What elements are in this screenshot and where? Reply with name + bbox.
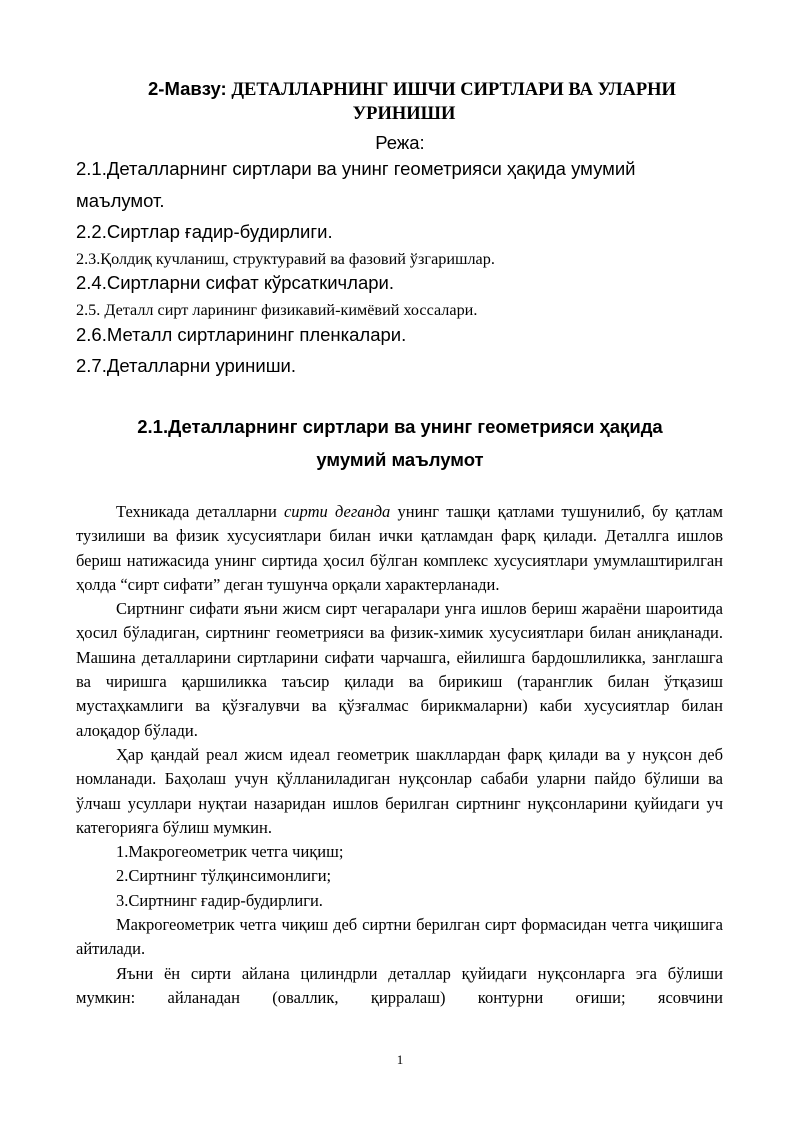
page-number: 1 [396,1052,404,1067]
toc-item: 2.7.Деталларни уриниши. [76,355,297,376]
topic-title-continued: УРИНИШИ [352,104,456,124]
toc-item: маълумот. [76,190,165,211]
paragraph-text: унинг ташқи қатлами тушунилиб, бу қатлам тузилиши ва физик хусусиятлари билан ички қатламдан фарқ қилади. Деталлга ишлов бериш натижасида унинг сиртида ҳосил бўлган комплекс хусусиятлари умумлаштирилган ҳолда “сирт сифати” деган тушунча орқали характерланади. [76,502,723,594]
list-item: 1.Макрогеометрик четга чиқиш; [116,842,344,862]
list-item: 2.Сиртнинг тўлқинсимонлиги; [116,866,332,886]
paragraph: Сиртнинг сифати яъни жисм сирт чегаралари унга ишлов бериш жараёни шароитида ҳосил бўладиган, сиртнинг геометрияси ва физик-химик хусусиятлари билан аниқланади. Машина деталларини сиртларини сифати чарчашга, ейилишга бардошлиликка, занглашга ва чиришга қаршиликка таъсир қилади ва бирикиш (таранглик билан ўтқазиш мустаҳкамлиги ва қўзғалувчи ва қўзғалмас бирикмаларни) каби хусусиятлар билан алоқадор бўлади. [76,599,723,740]
list-item: 3.Сиртнинг ғадир-будирлиги. [116,890,323,910]
title-line-2 [0,104,800,125]
plan-label: Режа: [375,132,425,153]
toc-item: 2.5. Деталл сирт ларининг физикавий-кимёвий хоссалари. [76,301,478,319]
paragraph: Макрогеометрик четга чиқиш деб сиртни берилган сирт формасидан четга чиқишига айтилади. [76,915,723,959]
paragraph: Ҳар қандай реал жисм идеал геометрик шакллардан фарқ қилади ва у нуқсон деб номланади. Баҳолаш учун қўлланиладиган нуқсонлар сабаби уларни пайдо бўлиши ва ўлчаш усуллари нуқтаи назаридан ишлов берилган сиртнинг нуқсонларини қуйидаги уч категорияга бўлиш мумкин. [76,744,723,837]
body-text [76,500,723,1010]
emphasized-term: сирти деганда [283,502,391,521]
topic-number: 2-Мавзу: [148,78,227,99]
section-heading-line-2: умумий маълумот [316,449,484,470]
paragraph [76,500,723,597]
title-line-1 [148,78,676,101]
paragraph-text: Техникада деталларни [116,502,284,521]
paragraph: Яъни ён сирти айлана цилиндрли деталлар қуйидаги нуқсонларга эга бўлиши мумкин: айланадан (оваллик, қирралаш) контурни оғиши; ясовчини [76,963,723,1007]
section-heading-line-1: 2.1.Деталларнинг сиртлари ва унинг геометрияси ҳақида [137,416,663,437]
toc-item: 2.6.Металл сиртларининг пленкалари. [76,324,407,345]
toc-item: 2.2.Сиртлар ғадир-будирлиги. [76,221,333,242]
section-heading [0,410,800,476]
toc-item: 2.3.Қолдиқ кучланиш, структуравий ва фазовий ўзгаришлар. [76,250,495,268]
toc-item: 2.1.Деталларнинг сиртлари ва унинг геометрияси ҳақида умумий [76,158,636,179]
toc-item: 2.4.Сиртларни сифат кўрсаткичлари. [76,272,395,293]
topic-title: ДЕТАЛЛАРНИНГ ИШЧИ СИРТЛАРИ ВА УЛАРНИ [231,80,676,100]
